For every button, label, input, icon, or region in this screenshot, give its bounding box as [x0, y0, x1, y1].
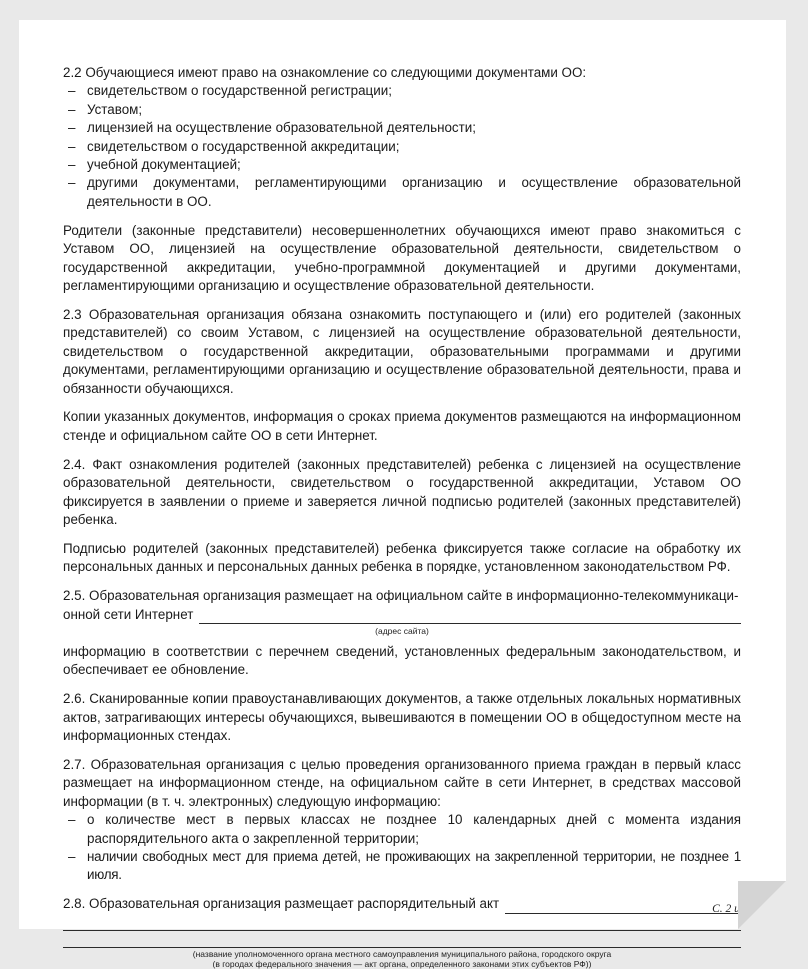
section-2-2-intro: 2.2 Обучающиеся имеют право на ознакомление со следующими документами ОО: — [63, 65, 587, 80]
section-2-3-copies: Копии указанных документов, информация о сроках приема документов размещаются на информационном стенде и официальном сайте ОО в сети Интернет. — [63, 409, 741, 443]
list-item: – свидетельством о государственной регистрации; — [63, 82, 741, 100]
document-page — [19, 20, 786, 969]
site-address-caption: (адрес сайта) — [375, 625, 429, 636]
section-2-2-parents: Родители (законные представители) несовершеннолетних обучающихся имеют право знакомиться с Уставом ОО, лицензией на осуществление образовательной деятельности, свидетельством о государственной аккредитации, учебно-программной документацией и другими документами, регламентирующими организацию и осуществление образовательной деятельности. — [63, 222, 741, 293]
section-2-5-line1: 2.5. Образовательная организация размещает на официальном сайте в информационно-телекоммуникаци- — [63, 588, 739, 604]
section-2-2-list — [63, 82, 741, 211]
section-2-6-text: 2.6. Сканированные копии правоустанавливающих документов, а также отдельных локальных нормативных актов, затрагивающих интересы обучающихся, вывешиваются в помещении ОО в общедоступном месте на информационных стендах. — [63, 691, 741, 744]
section-2-5-line2: онной сети Интернет — [63, 606, 194, 622]
org-caption-line-1: (название уполномоченного органа местного самоуправления муниципального района, городского округа — [192, 948, 612, 959]
list-item: – другими документами, регламентирующими организацию и осуществление образовательной деятельности в ОО. — [63, 174, 741, 211]
site-address-blank[interactable] — [199, 609, 741, 624]
list-item: – свидетельством о государственной аккредитации; — [63, 138, 741, 156]
list-item: – Уставом; — [63, 101, 741, 119]
section-2-8-row — [63, 895, 741, 913]
page-corner-fold — [738, 881, 786, 929]
act-name-blank[interactable] — [505, 899, 741, 914]
list-item: – лицензией на осуществление образовательной деятельности; — [63, 119, 741, 137]
section-2-5-after: информацию в соответствии с перечнем сведений, установленных федеральным законодательством, и обеспечивает ее обновление. — [63, 643, 741, 678]
list-item: – наличии свободных мест для приема детей, не проживающих на закрепленной территории, не позднее 1 июля. — [63, 848, 741, 885]
list-item: – о количестве мест в первых классах не позднее 10 календарных дней с момента издания распорядительного акта о закрепленной территории; — [63, 811, 741, 848]
act-name-blank-line-3[interactable] — [63, 931, 741, 948]
section-2-8-text: 2.8. Образовательная организация размещает распорядительный акт — [63, 896, 500, 912]
act-name-blank-line-2[interactable] — [63, 914, 741, 931]
document-body — [63, 64, 741, 969]
list-item: – учебной документацией; — [63, 156, 741, 174]
section-2-7-text: 2.7. Образовательная организация с целью проведения организованного приема граждан в первый класс размещает на информационном стенде, на официальном сайте в сети Интернет, в средствах массовой информации (в т. ч. электронных) следующую информацию: — [63, 757, 741, 809]
section-2-7-list — [63, 811, 741, 885]
page-number: С. 2 из 3 — [712, 903, 753, 915]
site-address-row — [63, 606, 741, 624]
section-2-3-text: 2.3 Образовательная организация обязана ознакомить поступающего и (или) его родителей (законных представителей) со своим Уставом, с лицензией на осуществление образовательной деятельности, свидетельством о государственной аккредитации, образовательными программами и другими документами, регламентирующими организацию и осуществление образовательной деятельности, права и обязанности обучающихся. — [63, 306, 741, 396]
section-2-4-text: 2.4. Факт ознакомления родителей (законных представителей) ребенка с лицензией на осуществление образовательной деятельности, свидетельством о государственной аккредитации, Уставом ОО фиксируется в заявлении о приеме и заверяется личной подписью родителей (законных представителей) ребенка. — [63, 456, 741, 527]
section-2-4-consent: Подписью родителей (законных представителей) ребенка фиксируется также согласие на обработку их персональных данных и персональных данных ребенка в порядке, установленном законодательством РФ. — [63, 540, 741, 575]
org-caption-line-2: (в городах федерального значения — акт органа, определенного законами этих субъектов РФ)) — [212, 958, 592, 969]
